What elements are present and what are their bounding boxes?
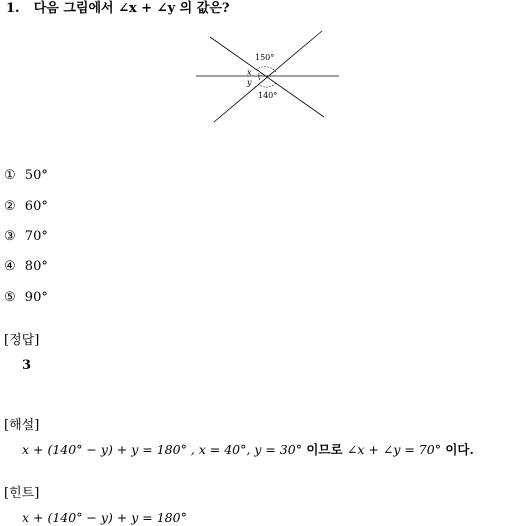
option-2[interactable] xyxy=(4,199,48,215)
explanation-end: 이다. xyxy=(440,442,474,457)
angle-diagram xyxy=(196,28,342,124)
label-140: 140° xyxy=(258,91,278,100)
explanation-label: [해설] xyxy=(4,418,40,433)
option-marker: ③ xyxy=(4,229,16,244)
option-4[interactable] xyxy=(4,259,48,275)
diagonal-line-1 xyxy=(214,31,322,122)
option-5[interactable] xyxy=(4,290,48,306)
option-marker: ④ xyxy=(4,259,16,274)
option-value: 60° xyxy=(24,199,48,214)
hint-math xyxy=(22,510,187,526)
explanation-text xyxy=(22,442,474,458)
option-1[interactable] xyxy=(4,168,48,184)
angle-figure xyxy=(196,28,342,124)
option-3[interactable] xyxy=(4,229,48,245)
option-value: 50° xyxy=(24,168,48,183)
answer-value: 3 xyxy=(22,358,32,373)
option-value: 70° xyxy=(24,229,48,244)
option-marker: ① xyxy=(4,168,16,183)
answer-label: [정답] xyxy=(4,333,40,348)
diagonal-line-2 xyxy=(210,37,324,117)
option-marker: ⑤ xyxy=(4,290,16,305)
question-number: 1. xyxy=(6,1,20,16)
hint-equation: x + (140° − y) + y = 180° xyxy=(22,510,187,525)
question xyxy=(6,0,230,18)
arc-y xyxy=(259,76,260,80)
explanation-connector: 이므로 xyxy=(301,442,347,457)
option-marker: ② xyxy=(4,199,16,214)
arc-140 xyxy=(258,83,276,87)
question-text: 다음 그림에서 ∠x + ∠y 의 값은? xyxy=(33,1,230,16)
explanation-math: x + (140° − y) + y = 180° , x = 40°, y = 30° xyxy=(22,442,302,457)
label-x: x xyxy=(247,68,252,77)
explanation-result: ∠x + ∠y = 70° xyxy=(346,442,441,457)
hint-label: [힌트] xyxy=(4,486,40,501)
label-150: 150° xyxy=(255,53,275,62)
option-value: 80° xyxy=(24,259,48,274)
label-y: y xyxy=(247,78,252,87)
option-value: 90° xyxy=(24,290,48,305)
